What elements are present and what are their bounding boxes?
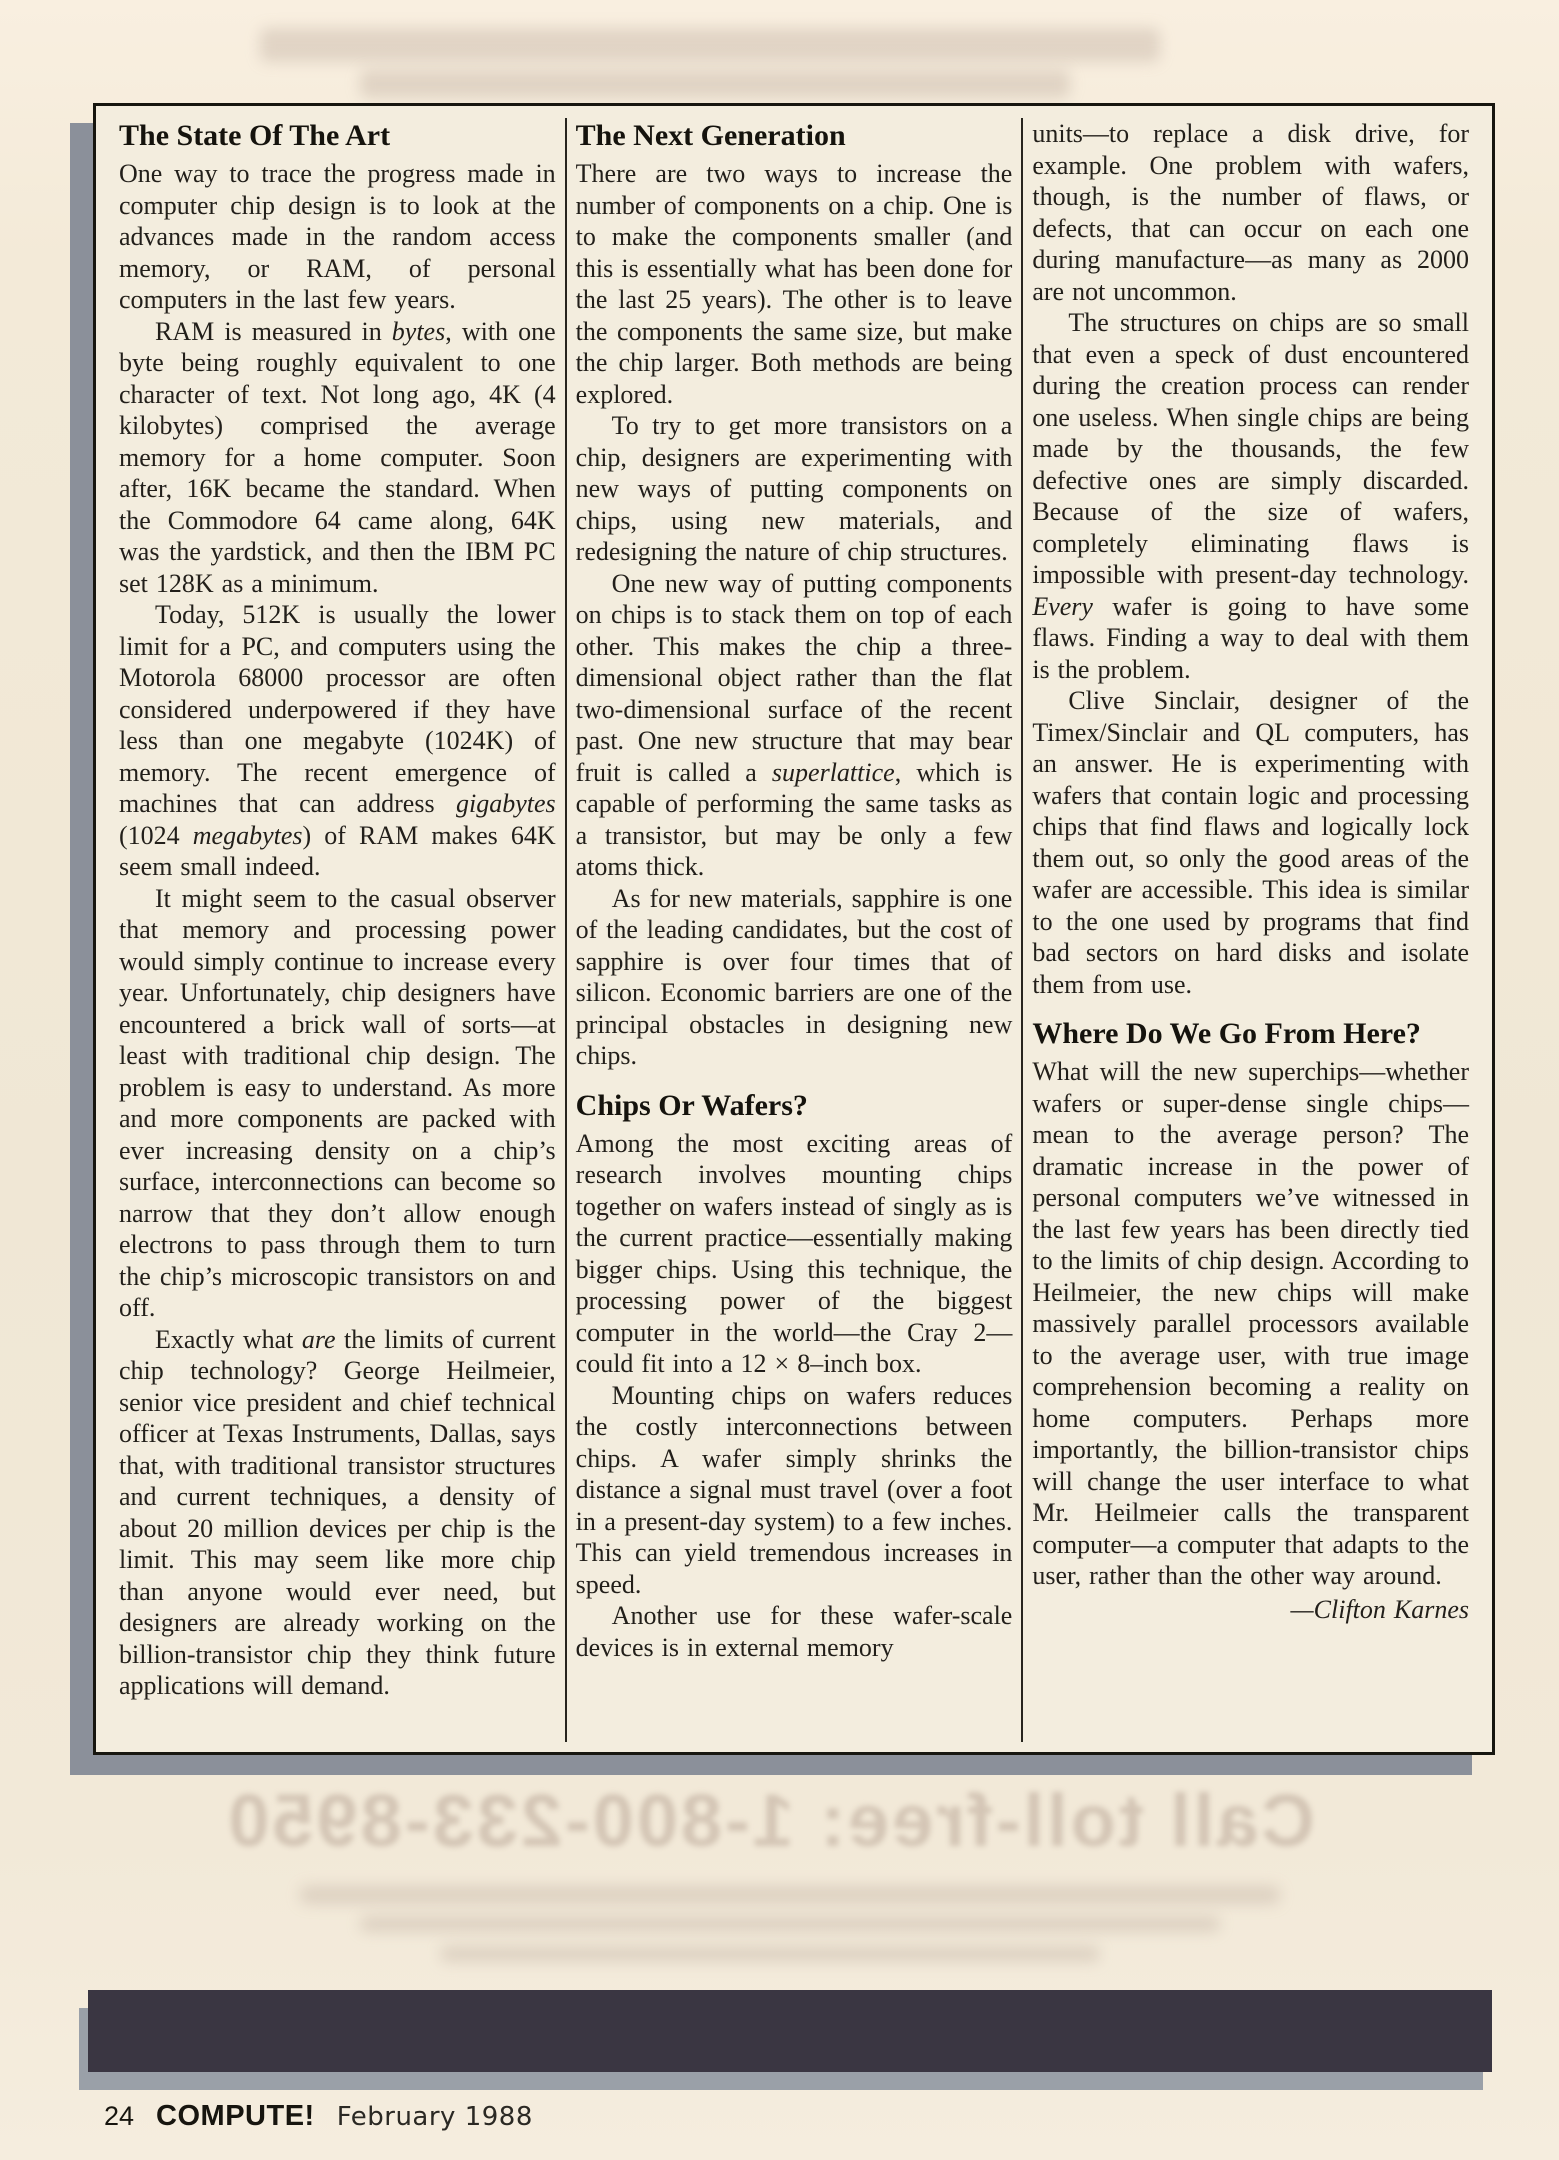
page-footer	[104, 2100, 533, 2133]
paragraph: To try to get more transistors on a chip, designers are experimenting with new ways of putting components on chips, using new materials, and redesigning the nature of chip structures.	[575, 411, 1013, 566]
paragraph: What will the new superchips—whether wafers or super-dense single chips—mean to the average person? The dramatic increase in the power of personal computers we’ve witnessed in the last few years has been directly tied to the limits of chip design. According to Heilmeier, the new chips will make massively parallel processors available to the average user, with true image comprehension becoming a reality on home computers. Perhaps more importantly, the billion-transistor chips will change the user interface to what Mr. Heilmeier calls the transparent computer—a computer that adapts to the user, rather than the other way around.	[1032, 1057, 1470, 1590]
paragraph: Clive Sinclair, designer of the Timex/Sinclair and QL computers, has an answer. He is experimenting with wafers that contain logic and processing chips that find flaws and logically lock them out, so only the good areas of the wafer are accessible. This idea is similar to the one used by programs that find bad sectors on hard disks and isolate them from use.	[1032, 686, 1470, 999]
paragraph: units—to replace a disk drive, for example. One problem with wafers, though, is the number of flaws, or defects, that can occur on each one during manufacture—as many as 2000 are not uncommon.	[1032, 119, 1470, 306]
article-box	[93, 103, 1495, 1755]
paragraph: The structures on chips are so small that even a speck of dust encountered during the creation process can render one useless. When single chips are being made by the thousands, the few defective ones are simply discarded. Because of the size of wafers, completely eliminating flaws is impossible with present-day technology. Every wafer is going to have some flaws. Finding a way to deal with them is the problem.	[1032, 308, 1470, 684]
bleedthrough-line-3	[440, 1946, 1100, 1962]
paragraph: One way to trace the progress made in computer chip design is to look at the advances made in the random access memory, or RAM, of personal computers in the last few years.	[119, 159, 556, 314]
bottom-banner-bar	[88, 1990, 1492, 2072]
section-heading: The State Of The Art	[119, 119, 391, 152]
paragraph: RAM is measured in bytes, with one byte being roughly equivalent to one character of text. Not long ago, 4K (4 kilobytes) comprised the average memory for a home computer. Soon after, 16K became the standard. When the Commodore 64 came along, 64K was the yardstick, and then the IBM PC set 128K as a minimum.	[119, 316, 556, 598]
page-number: 24	[104, 2101, 135, 2131]
paragraph: Among the most exciting areas of research involves mounting chips together on wafers instead of singly as is the current practice—essentially making bigger chips. Using this technique, the processing power of the biggest computer in the world—the Cray 2—could fit into a 12 × 8–inch box.	[575, 1128, 1013, 1378]
article-column-3	[1023, 118, 1478, 1742]
section-heading: Chips Or Wafers?	[575, 1088, 808, 1122]
paragraph: Exactly what are the limits of current chip technology? George Heilmeier, senior vice president and chief technical officer at Texas Instruments, Dallas, says that, with traditional transistor structures and current techniques, a density of about 20 million devices per chip is the limit. This may seem like more chip than anyone would ever need, but designers are already working on the billion-transistor chip they think future applications will demand.	[119, 1324, 556, 1700]
paragraph: Today, 512K is usually the lower limit for a PC, and computers using the Motorola 68000 processor are often considered underpowered if they have less than one megabyte (1024K) of memory. The recent emergence of machines that can address gigabytes (1024 megabytes) of RAM makes 64K seem small indeed.	[119, 600, 556, 881]
paragraph: As for new materials, sapphire is one of the leading candidates, but the cost of sapphire is over four times that of silicon. Economic barriers are one of the principal obstacles in designing new chips.	[575, 883, 1013, 1070]
bleedthrough-line-1	[300, 1886, 1280, 1904]
paragraph: Mounting chips on wafers reduces the costly interconnections between chips. A wafer simply shrinks the distance a signal must travel (over a foot in a present-day system) to a few inches. This can yield tremendous increases in speed.	[575, 1380, 1013, 1599]
byline: —Clifton Karnes	[1290, 1594, 1470, 1624]
paragraph: Another use for these wafer-scale devices is in external memory	[575, 1601, 1013, 1662]
article-column-1	[110, 118, 565, 1742]
issue-date: February 1988	[336, 2102, 533, 2132]
paragraph: It might seem to the casual observer that memory and processing power would simply continue to increase every year. Unfortunately, chip designers have encountered a brick wall of sorts—at least with traditional chip design. The problem is easy to understand. As more and more components are packed with ever increasing density on a chip’s surface, interconnections can become so narrow that they don’t allow enough electrons to pass through them to turn the chip’s microscopic transistors on and off.	[119, 883, 556, 1322]
bleedthrough-headline-top	[260, 28, 1160, 62]
section-heading: Where Do We Go From Here?	[1032, 1017, 1421, 1050]
bleedthrough-line-2	[360, 1916, 1220, 1932]
bleedthrough-phone-text: Call toll-free: 1-800-233-8950	[225, 1779, 1315, 1862]
magazine-logo: COMPUTE!	[156, 2100, 315, 2132]
article-column-2	[567, 118, 1022, 1742]
paragraph: One new way of putting components on chips is to stack them on top of each other. This makes the chip a three-dimensional object rather than the flat two-dimensional surface of the recent past. One new structure that may bear fruit is called a superlattice, which is capable of performing the same tasks as a transistor, but may be only a few atoms thick.	[575, 568, 1013, 881]
bleedthrough-headline-top-2	[360, 70, 1070, 98]
section-heading: The Next Generation	[575, 119, 846, 152]
paragraph: There are two ways to increase the number of components on a chip. One is to make the components smaller (and this is essentially what has been done for the last 25 years). The other is to leave the components the same size, but make the chip larger. Both methods are being explored.	[575, 159, 1013, 409]
